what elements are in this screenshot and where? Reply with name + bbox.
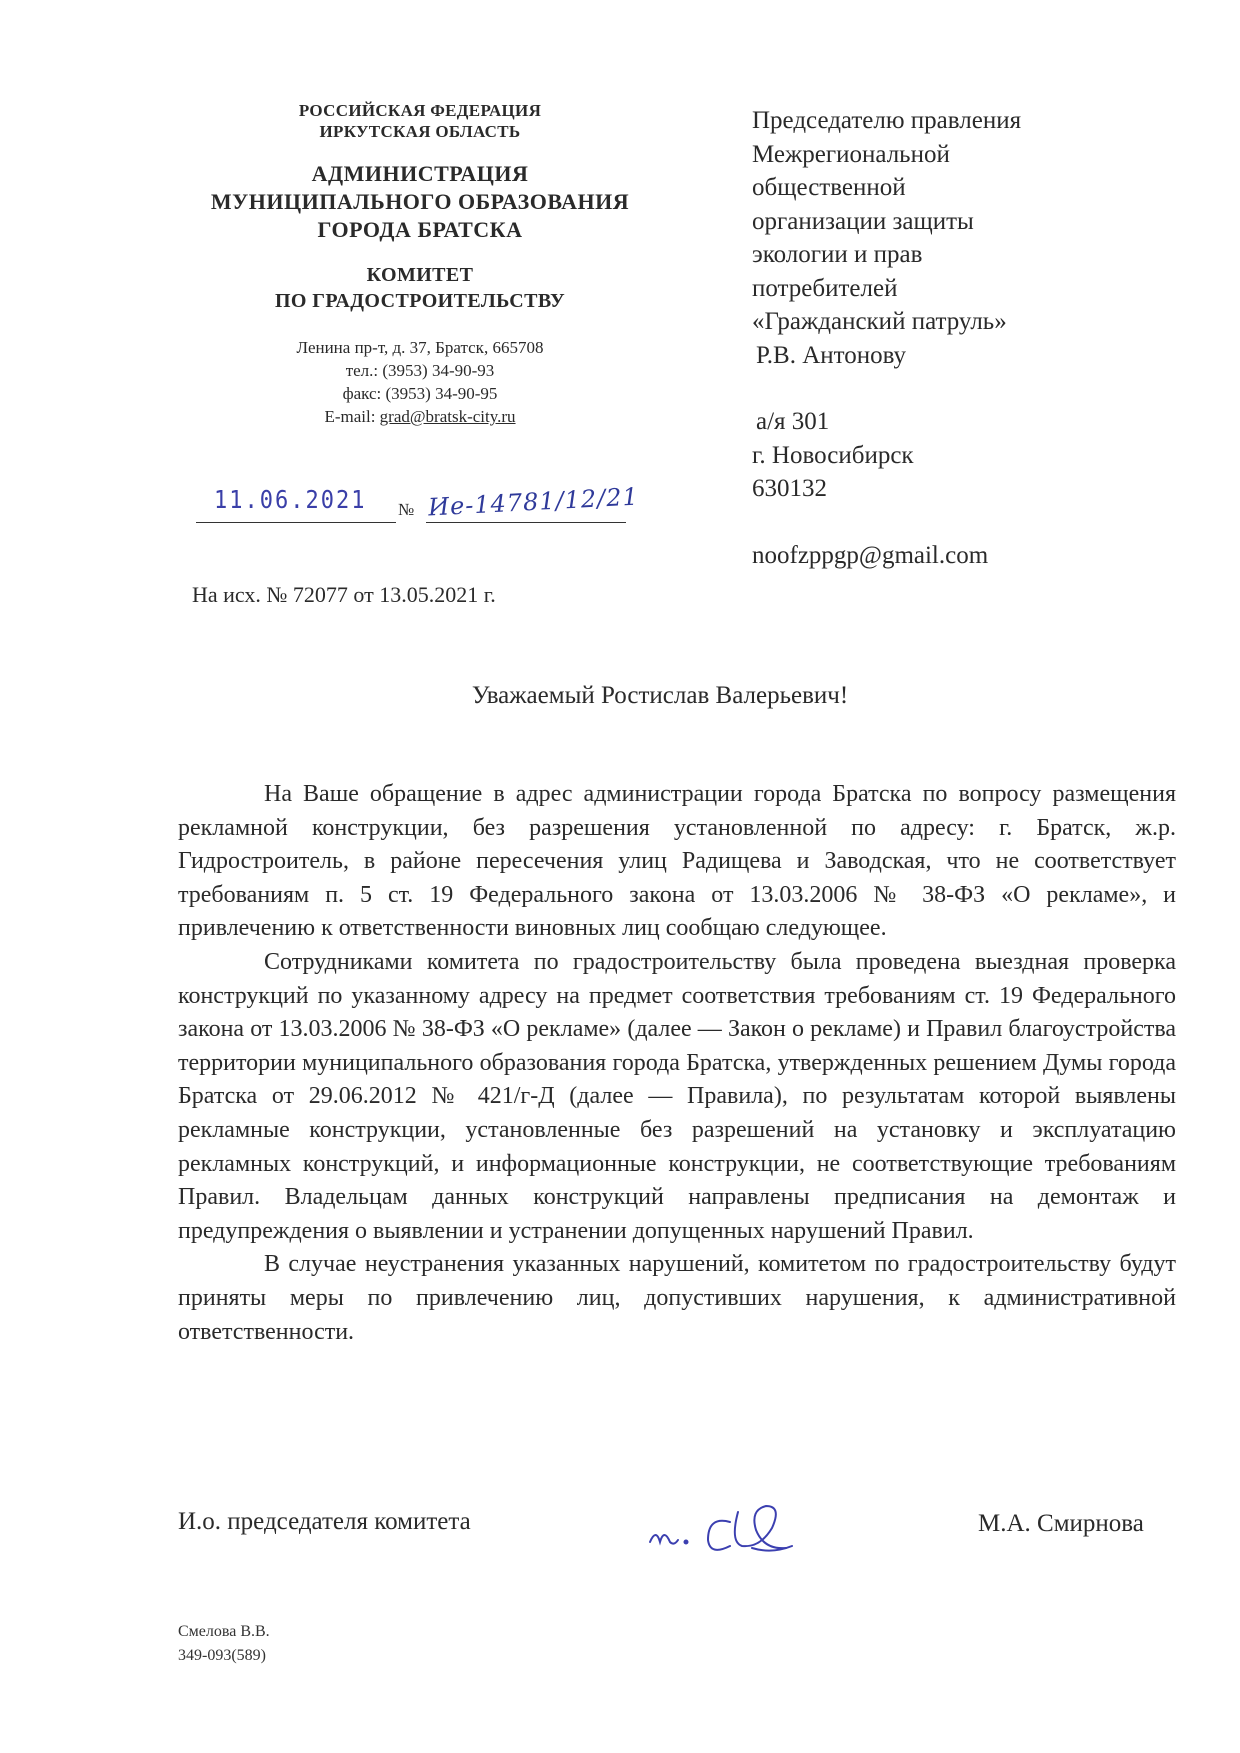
sender-email-link[interactable]: grad@bratsk-city.ru xyxy=(379,407,516,426)
handwritten-signature xyxy=(640,1482,840,1572)
executor-block xyxy=(178,1620,270,1668)
committee-title-line2: ПО ГРАДОСТРОИТЕЛЬСТВУ xyxy=(274,290,566,312)
addressee-block xyxy=(752,104,1152,572)
executor-phone: 349-093(589) xyxy=(178,1647,266,1664)
addressee-line: потребителей xyxy=(752,274,898,302)
sender-header xyxy=(170,100,670,428)
signer-position: И.о. председателя комитета xyxy=(178,1508,471,1535)
letter-body xyxy=(178,778,1176,1349)
body-paragraph: В случае неустранения указанных нарушений, комитетом по градостроительству будут приняты меры по привлечению лиц, допустивших нарушения, к административной ответственности. xyxy=(178,1251,1176,1345)
number-sign: № xyxy=(398,500,415,519)
salutation: Уважаемый Ростислав Валерьевич! xyxy=(471,682,849,709)
addressee-zip: 630132 xyxy=(752,475,827,502)
sender-address: Ленина пр-т, д. 37, Братск, 665708 xyxy=(296,338,544,357)
addressee-line: Межрегиональной xyxy=(752,140,950,168)
executor-name: Смелова В.В. xyxy=(178,1623,270,1640)
admin-title-line3: ГОРОДА БРАТСКА xyxy=(317,217,523,242)
registration-number: Ие-14781/12/21 xyxy=(427,482,640,522)
addressee-line: экологии и прав xyxy=(752,241,923,268)
signer-name: М.А. Смирнова xyxy=(978,1510,1144,1537)
admin-title-line1: АДМИНИСТРАЦИЯ xyxy=(311,161,529,186)
registration-date-stamp: 11.06.2021 xyxy=(214,486,367,515)
number-underline xyxy=(426,522,626,523)
date-underline xyxy=(196,522,396,523)
addressee-line: общественной xyxy=(752,174,906,201)
sender-fax: факс: (3953) 34-90-95 xyxy=(342,384,498,403)
sender-phone: тел.: (3953) 34-90-93 xyxy=(345,361,495,380)
addressee-line: «Гражданский патруль» xyxy=(752,308,1007,335)
sender-email-line xyxy=(170,405,670,428)
outgoing-reference: На исх. № 72077 от 13.05.2021 г. xyxy=(192,582,496,607)
addressee-email[interactable]: noofzppgp@gmail.com xyxy=(752,541,989,569)
addressee-line: Р.В. Антонову xyxy=(756,341,907,369)
body-paragraph: Сотрудниками комитета по градостроительству была проведена выездная проверка конструкций по указанному адресу на предмет соответствия требованиям ст. 19 Федерального закона от 13.03.2006 № 38-ФЗ «О рекламе» (далее — Закон о рекламе) и Правил благоустройства территории муниципального образования города Братска, утвержденных решением Думы города Братска от 29.06.2012 № 421/г-Д (далее — Правила), по результатам которой выявлены рекламные конструкции, установленные без разрешений на установку и эксплуатацию рекламных конструкций, и информационные конструкции, не соответствующие требованиям Правил. Владельцам данных конструкций направлены предписания на демонтаж и предупреждения о выявлении и устранении допущенных нарушений Правил. xyxy=(178,948,1176,1244)
addressee-po-box: а/я 301 xyxy=(756,408,830,435)
body-paragraph: На Ваше обращение в адрес администрации города Братска по вопросу размещения рекламной конструкции, без разрешения установленной по адресу: г. Братск, ж.р. Гидростроитель, в районе пересечения улиц Радищева и Заводская, что не соответствует требованиям п. 5 ст. 19 Федерального закона от 13.03.2006 № 38-ФЗ «О рекламе», и привлечению к ответственности виновных лиц сообщаю следующее. xyxy=(178,781,1176,942)
region-name: ИРКУТСКАЯ ОБЛАСТЬ xyxy=(319,122,521,141)
addressee-city: г. Новосибирск xyxy=(752,441,914,469)
registration-line xyxy=(196,482,640,528)
committee-title-line1: КОМИТЕТ xyxy=(366,264,474,286)
addressee-line: организации защиты xyxy=(752,207,974,235)
email-label: E-mail: xyxy=(324,407,380,426)
addressee-line: Председателю правления xyxy=(752,107,1022,134)
admin-title-line2: МУНИЦИПАЛЬНОГО ОБРАЗОВАНИЯ xyxy=(210,189,630,214)
country-name: РОССИЙСКАЯ ФЕДЕРАЦИЯ xyxy=(298,101,542,120)
